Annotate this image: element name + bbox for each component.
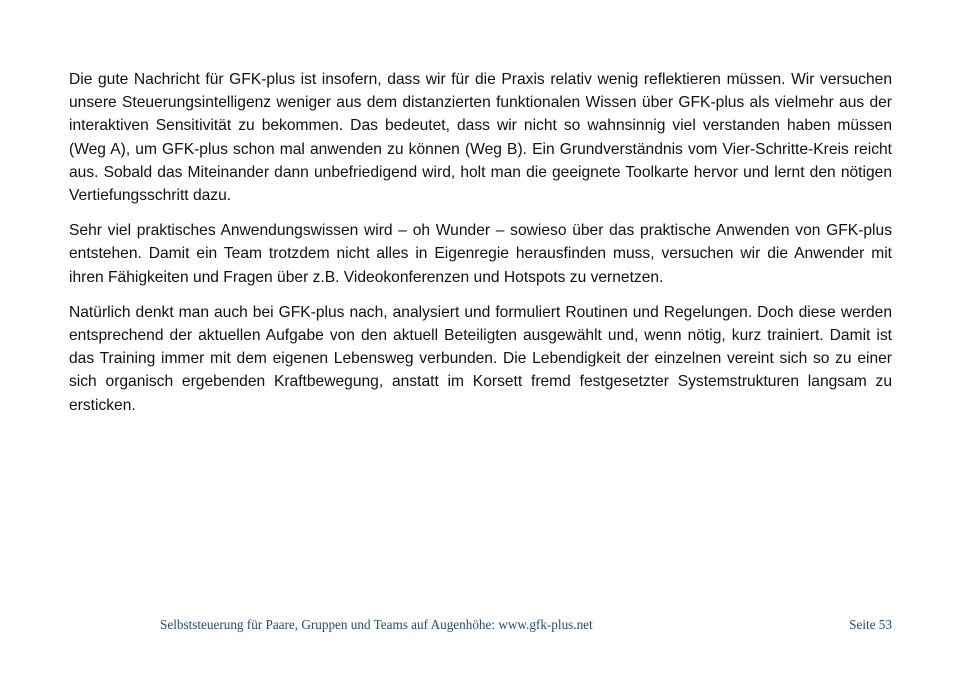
body-text bbox=[69, 68, 892, 429]
paragraph-2: Sehr viel praktisches Anwendungswissen wird – oh Wunder – sowieso über das praktische Anwenden von GFK-plus entstehen. Damit ein Team trotzdem nicht alles in Eigenregie herausfinden muss, versuchen wir die Anwender mit ihren Fähigkeiten und Fragen über z.B. Videokonferenzen und Hotspots zu vernetzen. bbox=[69, 222, 892, 286]
paragraph-1: Die gute Nachricht für GFK-plus ist insofern, dass wir für die Praxis relativ wenig reflektieren müssen. Wir versuchen unsere Steuerungsintelligenz weniger aus dem distanzierten funktionalen Wissen über GFK-plus als vielmehr aus der interaktiven Sensitivität zu bekommen. Das bedeutet, dass wir nicht so wahnsinnig viel verstanden haben müssen (Weg A), um GFK-plus schon mal anwenden zu können (Weg B). Ein Grundverständnis vom Vier-Schritte-Kreis reicht aus. Sobald das Miteinander dann unbefriedigend wird, holt man die geeignete Toolkarte hervor und lernt den nötigen Vertiefungsschritt dazu. bbox=[69, 71, 892, 205]
footer-title: Selbststeuerung für Paare, Gruppen und Teams auf Augenhöhe: www.gfk-plus.net bbox=[160, 617, 593, 632]
page-number: Seite 53 bbox=[849, 617, 892, 632]
paragraph-3: Natürlich denkt man auch bei GFK-plus nach, analysiert und formuliert Routinen und Regelungen. Doch diese werden entsprechend der aktuellen Aufgabe von den aktuell Beteiligten ausgewählt und, wenn nötig, kurz trainiert. Damit ist das Training immer mit dem eigenen Lebensweg verbunden. Die Lebendigkeit der einzelnen vereint sich so zu einer sich organisch ergebenden Kraftbewegung, anstatt im Korsett fremd festgesetzter Systemstrukturen langsam zu ersticken. bbox=[69, 303, 892, 414]
